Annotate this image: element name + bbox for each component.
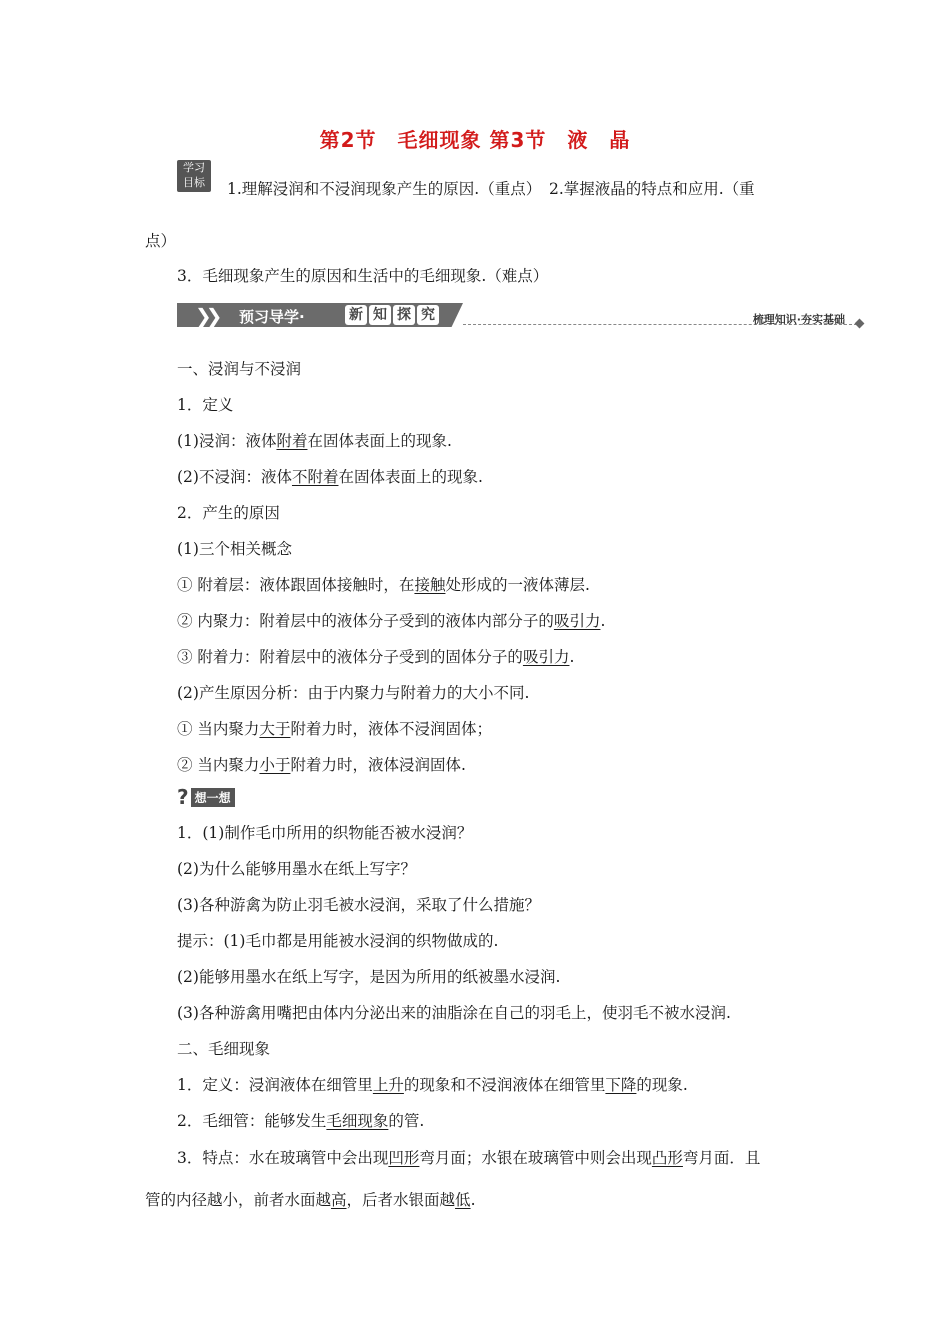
badge-line-2: 目标	[183, 176, 205, 189]
learning-goals-badge	[177, 160, 211, 192]
concepts-heading: (1)三个相关概念	[177, 540, 292, 558]
section-heading-capillary: 二、毛细现象	[177, 1040, 271, 1058]
chevron-right-icon: ❯❯	[195, 304, 217, 328]
banner-label: 预习导学·	[239, 308, 305, 326]
goal-line-1-cont: 点）	[145, 232, 177, 250]
goal-line-2: 3．毛细现象产生的原因和生活中的毛细现象.（难点）	[177, 267, 549, 285]
concept-adhesion-force: ③ 附着力：附着层中的液体分子受到的固体分子的吸引力.	[177, 648, 575, 666]
question-2: (2)为什么能够用墨水在纸上写字？	[177, 860, 416, 878]
definition-heading: 1．定义	[177, 396, 234, 414]
definition-non-wetting: (2)不浸润：液体不附着在固体表面上的现象.	[177, 468, 483, 486]
definition-wetting: (1)浸润：液体附着在固体表面上的现象.	[177, 432, 452, 450]
goal-line-1: 1.理解浸润和不浸润现象产生的原因.（重点） 2.掌握液晶的特点和应用.（重	[227, 180, 755, 198]
banner-box: 究	[417, 305, 439, 325]
answer-3: (3)各种游禽用嘴把由体内分泌出来的油脂涂在自己的羽毛上，使羽毛不被水浸润.	[177, 1004, 731, 1022]
banner-box: 知	[369, 305, 391, 325]
question-1: 1．(1)制作毛巾所用的织物能否被水浸润？	[177, 824, 473, 842]
banner-subtitle: 梳理知识·夯实基础	[752, 313, 845, 326]
cause-analysis: (2)产生原因分析：由于内聚力与附着力的大小不同.	[177, 684, 530, 702]
capillary-feature: 3．特点：水在玻璃管中会出现凹形弯月面；水银在玻璃管中则会出现凸形弯月面．且	[177, 1149, 761, 1167]
analysis-case-1: ① 当内聚力大于附着力时，液体不浸润固体；	[177, 720, 492, 738]
capillary-tube: 2．毛细管：能够发生毛细现象的管.	[177, 1112, 425, 1130]
page-title: 第2节 毛细现象 第3节 液 晶	[319, 128, 631, 152]
concept-adhesion-layer: ① 附着层：液体跟固体接触时，在接触处形成的一液体薄层.	[177, 576, 590, 594]
banner-box: 新	[345, 305, 367, 325]
capillary-definition: 1．定义：浸润液体在细管里上升的现象和不浸润液体在细管里下降的现象.	[177, 1076, 688, 1094]
answer-1: 提示：(1)毛巾都是用能被水浸润的织物做成的.	[177, 932, 499, 950]
banner-box: 探	[393, 305, 415, 325]
section-banner	[177, 303, 863, 331]
section-heading-wetting: 一、浸润与不浸润	[177, 360, 302, 378]
answer-2: (2)能够用墨水在纸上写字，是因为所用的纸被墨水浸润.	[177, 968, 561, 986]
question-3: (3)各种游禽为防止羽毛被水浸润，采取了什么措施？	[177, 896, 540, 914]
cause-heading: 2．产生的原因	[177, 504, 280, 522]
capillary-feature-cont: 管的内径越小，前者水面越高，后者水银面越低.	[145, 1191, 476, 1209]
question-icon: ?	[177, 785, 189, 809]
think-box: 想一想	[191, 788, 235, 807]
banner-boxes	[345, 305, 439, 325]
think-label	[177, 785, 235, 809]
analysis-case-2: ② 当内聚力小于附着力时，液体浸润固体.	[177, 756, 466, 774]
badge-line-1: 学习	[183, 161, 205, 174]
diamond-icon	[855, 319, 865, 329]
concept-cohesion: ② 内聚力：附着层中的液体分子受到的液体内部分子的吸引力.	[177, 612, 606, 630]
